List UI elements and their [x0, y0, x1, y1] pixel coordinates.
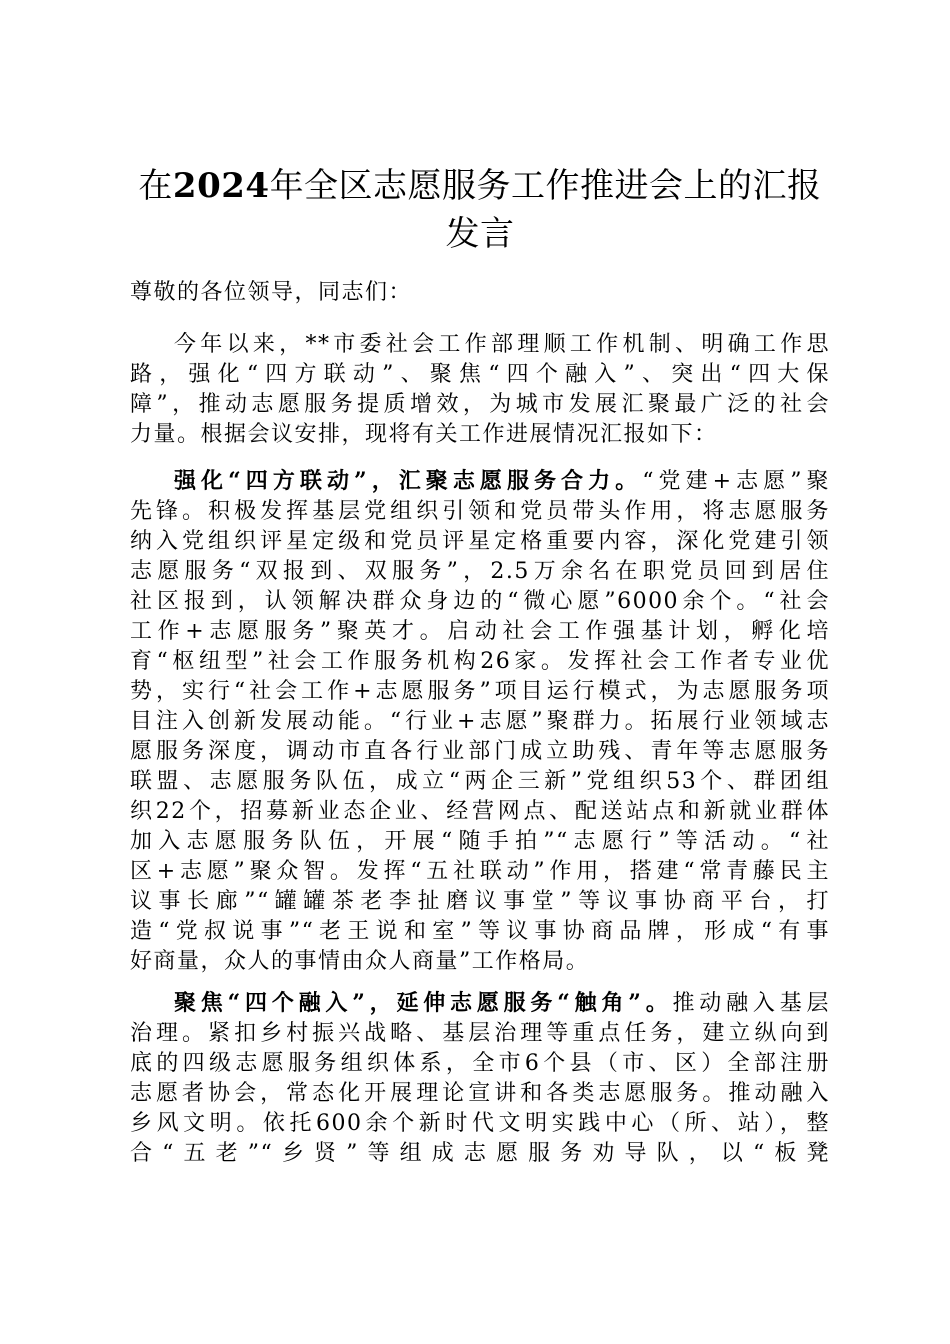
paragraph-line: 目注入创新发展动能。“行业+志愿”聚群力。拓展行业领域志 — [130, 709, 830, 734]
paragraph-line: 路，强化“四方联动”、聚焦“四个融入”、突出“四大保 — [130, 362, 830, 387]
paragraph-line: 乡风文明。依托600余个新时代文明实践中心（所、站），整 — [130, 1111, 830, 1136]
paragraph-line-rest: 推动融入基层 — [672, 991, 830, 1016]
paragraph-line: 力量。根据会议安排，现将有关工作进展情况汇报如下： — [130, 422, 718, 447]
paragraph-intro — [130, 330, 830, 450]
section-heading: 聚焦“四个融入”，延伸志愿服务“触角”。 — [174, 990, 673, 1016]
paragraph-four-integration — [130, 988, 830, 1169]
paragraph-line: 今年以来，**市委社会工作部理顺工作机制、明确工作思 — [174, 332, 830, 357]
paragraph-line: 合“五老”“乡贤”等组成志愿服务劝导队，以“板凳 — [130, 1141, 830, 1166]
title-line1-rest: 年全区志愿服务工作推进会上的汇报 — [269, 166, 822, 206]
paragraph-line-rest: “党建+志愿”聚 — [642, 469, 830, 494]
paragraph-line: 势，实行“社会工作+志愿服务”项目运行模式，为志愿服务项 — [130, 679, 830, 704]
paragraph-line: 育“枢纽型”社会工作服务机构26家。发挥社会工作者专业优 — [130, 649, 830, 674]
paragraph-line: 愿服务深度，调动市直各行业部门成立助残、青年等志愿服务 — [130, 739, 830, 764]
paragraph-line — [130, 466, 830, 497]
paragraph-line: 志愿者协会，常态化开展理论宣讲和各类志愿服务。推动融入 — [130, 1081, 830, 1106]
paragraph-line: 社区报到，认领解决群众身边的“微心愿”6000余个。“社会 — [130, 589, 830, 614]
paragraph-line: 区+志愿”聚众智。发挥“五社联动”作用，搭建“常青藤民主 — [130, 859, 830, 884]
paragraph-line: 志愿服务“双报到、双服务”，2.5万余名在职党员回到居住 — [130, 559, 830, 584]
title-line-2: 发言 — [445, 214, 515, 254]
paragraph-line: 治理。紧扣乡村振兴战略、基层治理等重点任务，建立纵向到 — [130, 1021, 830, 1046]
section-heading: 强化“四方联动”，汇聚志愿服务合力。 — [174, 468, 643, 494]
paragraph-line — [130, 988, 830, 1019]
title-year: 2024 — [172, 166, 270, 206]
paragraph-line: 好商量，众人的事情由众人商量”工作格局。 — [130, 949, 590, 974]
paragraph-line: 障”，推动志愿服务提质增效，为城市发展汇聚最广泛的社会 — [130, 392, 830, 417]
paragraph-four-linkage — [130, 466, 830, 977]
salutation: 尊敬的各位领导，同志们： — [130, 280, 413, 305]
paragraph-line: 工作+志愿服务”聚英才。启动社会工作强基计划，孵化培 — [130, 619, 830, 644]
paragraph-line: 联盟、志愿服务队伍，成立“两企三新”党组织53个、群团组 — [130, 769, 830, 794]
paragraph-line: 先锋。积极发挥基层党组织引领和党员带头作用，将志愿服务 — [130, 499, 830, 524]
paragraph-line: 造“党叔说事”“老王说和室”等议事协商品牌，形成“有事 — [130, 919, 830, 944]
paragraph-line: 底的四级志愿服务组织体系，全市6个县（市、区）全部注册 — [130, 1051, 830, 1076]
paragraph-line: 纳入党组织评星定级和党员评星定格重要内容，深化党建引领 — [130, 529, 830, 554]
title-prefix: 在 — [138, 166, 173, 206]
document-title — [130, 162, 830, 258]
title-line-1 — [130, 162, 830, 210]
paragraph-line: 加入志愿服务队伍，开展“随手拍”“志愿行”等活动。“社 — [130, 829, 830, 854]
paragraph-line: 议事长廊”“罐罐茶老李扯磨议事堂”等议事协商平台，打 — [130, 889, 830, 914]
paragraph-line: 织22个，招募新业态企业、经营网点、配送站点和新就业群体 — [130, 799, 830, 824]
